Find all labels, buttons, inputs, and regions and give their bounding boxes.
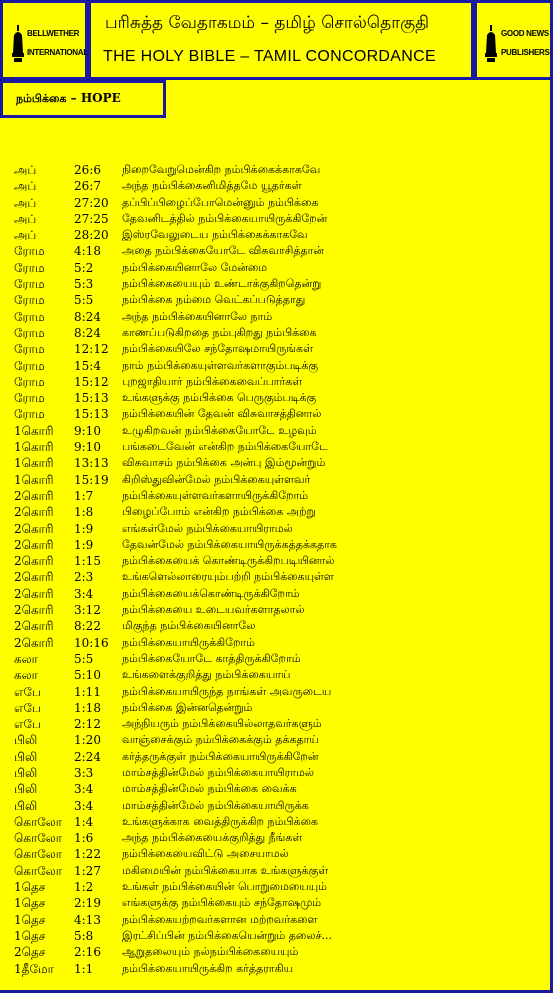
verse-excerpt: உங்களுக்கு நம்பிக்கை பெருகும்படிக்கு bbox=[122, 391, 317, 405]
verse-excerpt: அதை நம்பிக்கையோடே விசுவாசித்தான் bbox=[122, 244, 325, 258]
book-abbrev: 2கொரி bbox=[14, 488, 54, 503]
verse-excerpt: பங்கடைவேன் என்கிற நம்பிக்கையோடே bbox=[122, 440, 328, 454]
list-item bbox=[0, 618, 548, 634]
verse-excerpt: மிகுந்த நம்பிக்கையினாலே bbox=[122, 619, 256, 633]
verse-reference: 1:6 bbox=[74, 831, 94, 846]
book-abbrev: ரோம bbox=[14, 309, 45, 324]
verse-excerpt: உங்களுக்காக வைத்திருக்கிற நம்பிக்கை bbox=[122, 814, 318, 828]
book-abbrev: 1தெச bbox=[14, 912, 46, 927]
book-abbrev: 1தெச bbox=[14, 880, 46, 895]
list-item bbox=[0, 651, 548, 667]
book-abbrev: அப் bbox=[14, 228, 37, 243]
verse-reference: 28:20 bbox=[74, 228, 109, 243]
verse-reference: 3:4 bbox=[74, 798, 94, 813]
list-item bbox=[0, 928, 548, 944]
book-abbrev: 2கொரி bbox=[14, 554, 54, 569]
verse-excerpt: நம்பிக்கையைக் கொண்டிருக்கிறபடியினால் bbox=[122, 554, 335, 568]
verse-excerpt: கர்த்தருக்குள் நம்பிக்கையாயிருக்கிறேன் bbox=[122, 749, 319, 763]
book-abbrev: பிலி bbox=[14, 733, 38, 748]
book-abbrev: ரோம bbox=[14, 391, 45, 406]
list-item bbox=[0, 944, 548, 960]
list-item bbox=[0, 243, 548, 259]
list-item bbox=[0, 765, 548, 781]
verse-reference: 9:10 bbox=[74, 423, 101, 438]
list-item bbox=[0, 912, 548, 928]
verse-excerpt: புறஜாதியார் நம்பிக்கைவைப்பார்கள் bbox=[122, 374, 303, 388]
verse-reference: 1:4 bbox=[74, 814, 94, 829]
bell-icon bbox=[484, 25, 498, 65]
logo-text-line-2: PUBLISHERS bbox=[501, 48, 550, 57]
verse-reference: 1:8 bbox=[74, 505, 94, 520]
list-item bbox=[0, 586, 548, 602]
verse-excerpt: தேவன்மேல் நம்பிக்கையாயிருக்கத்தக்கதாக bbox=[122, 537, 337, 551]
book-abbrev: கொலோ bbox=[14, 814, 63, 829]
verse-reference: 15:12 bbox=[74, 374, 109, 389]
verse-reference: 1:27 bbox=[74, 863, 101, 878]
list-item bbox=[0, 406, 548, 422]
verse-excerpt: நம்பிக்கையையும் உண்டாக்குகிறதென்று bbox=[122, 277, 322, 291]
book-abbrev: அப் bbox=[14, 163, 37, 177]
list-item bbox=[0, 814, 548, 830]
verse-reference: 2:12 bbox=[74, 717, 101, 732]
book-abbrev: 2தெச bbox=[14, 945, 46, 960]
verse-reference: 4:13 bbox=[74, 912, 101, 927]
verse-reference: 3:4 bbox=[74, 782, 94, 797]
list-item bbox=[0, 781, 548, 797]
list-item bbox=[0, 309, 548, 325]
verse-reference: 1:11 bbox=[74, 684, 101, 699]
section-title bbox=[16, 91, 121, 107]
list-item bbox=[0, 700, 548, 716]
verse-reference: 9:10 bbox=[74, 440, 101, 455]
list-item bbox=[0, 227, 548, 243]
book-abbrev: கொலோ bbox=[14, 863, 63, 878]
verse-reference: 26:6 bbox=[74, 163, 101, 177]
verse-excerpt: பிழைப்போம் என்கிற நம்பிக்கை அற்று bbox=[122, 505, 316, 519]
book-abbrev: 2கொரி bbox=[14, 635, 54, 650]
verse-reference: 1:2 bbox=[74, 880, 94, 895]
book-abbrev: 1தீமோ bbox=[14, 961, 54, 976]
verse-excerpt: தேவனிடத்தில் நம்பிக்கையாயிருக்கிறேன் bbox=[122, 211, 328, 225]
verse-excerpt: நம்பிக்கையிலே சந்தோஷமாயிருங்கள் bbox=[122, 342, 314, 356]
book-abbrev: 2கொரி bbox=[14, 586, 54, 601]
list-item bbox=[0, 374, 548, 390]
verse-excerpt: வாஞ்சைக்கும் நம்பிக்கைக்கும் தக்கதாய் bbox=[122, 733, 319, 747]
verse-reference: 13:13 bbox=[74, 456, 109, 471]
verse-excerpt: நம்பிக்கை இன்னதென்றும் bbox=[122, 700, 253, 714]
list-item bbox=[0, 684, 548, 700]
book-abbrev: அப் bbox=[14, 211, 37, 226]
verse-excerpt: தப்பிப்பிழைப்போமென்னும் நம்பிக்கை bbox=[122, 195, 319, 209]
book-abbrev: ரோம bbox=[14, 374, 45, 389]
book-abbrev: ரோம bbox=[14, 293, 45, 308]
list-item bbox=[0, 341, 548, 357]
verse-excerpt: நம்பிக்கையைக்கொண்டிருக்கிறோம் bbox=[122, 586, 300, 600]
verse-reference: 2:3 bbox=[74, 570, 94, 585]
verse-reference: 15:19 bbox=[74, 472, 109, 487]
verse-excerpt: மாம்சத்தின்மேல் நம்பிக்கையாயிருக்க bbox=[122, 798, 309, 812]
book-abbrev: பிலி bbox=[14, 749, 38, 764]
publisher-logo-left bbox=[0, 0, 88, 80]
verse-reference: 1:1 bbox=[74, 961, 94, 976]
book-abbrev: 1கொரி bbox=[14, 472, 54, 487]
book-abbrev: 2கொரி bbox=[14, 570, 54, 585]
verse-reference: 15:4 bbox=[74, 358, 101, 373]
verse-excerpt: மகிமையின் நம்பிக்கையாக உங்களுக்குள் bbox=[122, 863, 329, 877]
verse-reference: 5:2 bbox=[74, 260, 94, 275]
verse-excerpt: இரட்சிப்பின் நம்பிக்கையென்றும் தலைச்... bbox=[122, 928, 333, 942]
verse-excerpt: இஸ்ரவேலுடைய நம்பிக்கைக்காகவே bbox=[122, 228, 308, 242]
book-abbrev: ரோம bbox=[14, 325, 45, 340]
book-abbrev: கலா bbox=[14, 668, 38, 683]
verse-excerpt: நம்பிக்கையாயிருக்கிற கர்த்தராகிய bbox=[122, 961, 294, 975]
verse-reference: 2:16 bbox=[74, 945, 101, 960]
list-item bbox=[0, 732, 548, 748]
book-abbrev: கலா bbox=[14, 651, 38, 666]
list-item bbox=[0, 798, 548, 814]
verse-excerpt: நம்பிக்கையற்றவர்களான மற்றவர்களை bbox=[122, 912, 318, 926]
list-item bbox=[0, 162, 548, 178]
book-abbrev: ரோம bbox=[14, 342, 45, 357]
verse-reference: 5:5 bbox=[74, 651, 94, 666]
book-abbrev: எபே bbox=[14, 684, 41, 699]
verse-excerpt: அந்நியரும் நம்பிக்கையில்லாதவர்களும் bbox=[122, 717, 322, 731]
list-item bbox=[0, 455, 548, 471]
verse-excerpt: எங்கள்மேல் நம்பிக்கையாயிராமல் bbox=[122, 521, 293, 535]
list-item bbox=[0, 961, 548, 977]
logo-text-line-2: INTERNATIONAL bbox=[27, 48, 88, 57]
verse-excerpt: காணப்படுகிறதை நம்புகிறது நம்பிக்கை bbox=[122, 325, 317, 339]
section-title-tamil: நம்பிக்கை bbox=[16, 92, 67, 105]
verse-reference: 8:24 bbox=[74, 309, 101, 324]
verse-reference: 5:8 bbox=[74, 928, 94, 943]
english-title: THE HOLY BIBLE – TAMIL CONCORDANCE bbox=[103, 48, 436, 65]
list-item bbox=[0, 178, 548, 194]
list-item bbox=[0, 846, 548, 862]
book-abbrev: 2கொரி bbox=[14, 603, 54, 618]
list-item bbox=[0, 260, 548, 276]
list-item bbox=[0, 488, 548, 504]
verse-reference: 1:7 bbox=[74, 488, 94, 503]
section-separator: – bbox=[70, 91, 77, 105]
verse-excerpt: நம்பிக்கையாயிருக்கிறோம் bbox=[122, 635, 256, 649]
verse-reference: 8:24 bbox=[74, 325, 101, 340]
book-abbrev: பிலி bbox=[14, 782, 38, 797]
book-abbrev: பிலி bbox=[14, 765, 38, 780]
verse-excerpt: நிறைவேறுமென்கிற நம்பிக்கைக்காகவே bbox=[122, 163, 321, 176]
book-abbrev: கொலோ bbox=[14, 847, 63, 862]
verse-excerpt: நம்பிக்கையோடே காத்திருக்கிறோம் bbox=[122, 651, 301, 665]
verse-reference: 26:7 bbox=[74, 179, 101, 194]
verse-excerpt: உழுகிறவன் நம்பிக்கையோடே உழவும் bbox=[122, 423, 317, 437]
verse-reference: 15:13 bbox=[74, 391, 109, 406]
verse-reference: 1:15 bbox=[74, 554, 101, 569]
book-abbrev: அப் bbox=[14, 179, 37, 194]
book-abbrev: 1கொரி bbox=[14, 423, 54, 438]
list-item bbox=[0, 439, 548, 455]
list-item bbox=[0, 879, 548, 895]
verse-excerpt: அந்த நம்பிக்கையினாலே நாம் bbox=[122, 309, 273, 323]
list-item bbox=[0, 635, 548, 651]
section-title-english: HOPE bbox=[80, 91, 121, 105]
verse-excerpt: விசுவாசம் நம்பிக்கை அன்பு இம்மூன்றும் bbox=[122, 456, 326, 470]
logo-text-line-1: BELLWETHER bbox=[27, 29, 80, 38]
list-item bbox=[0, 390, 548, 406]
verse-reference: 27:25 bbox=[74, 211, 109, 226]
verse-reference: 4:18 bbox=[74, 244, 101, 259]
list-item bbox=[0, 830, 548, 846]
list-item bbox=[0, 521, 548, 537]
publisher-logo-right bbox=[474, 0, 553, 80]
verse-excerpt: நம்பிக்கையாயிருந்த நாங்கள் அவருடைய bbox=[122, 684, 332, 698]
book-abbrev: ரோம bbox=[14, 277, 45, 292]
verse-excerpt: ஆறுதலையும் நல்நம்பிக்கையையும் bbox=[122, 945, 299, 959]
verse-reference: 10:16 bbox=[74, 635, 109, 650]
verse-reference: 1:18 bbox=[74, 700, 101, 715]
list-item bbox=[0, 358, 548, 374]
bell-icon bbox=[11, 25, 25, 65]
book-abbrev: ரோம bbox=[14, 407, 45, 422]
book-abbrev: பிலி bbox=[14, 798, 38, 813]
book-abbrev: ரோம bbox=[14, 358, 45, 373]
list-item bbox=[0, 553, 548, 569]
verse-reference: 12:12 bbox=[74, 342, 109, 357]
verse-excerpt: நம்பிக்கையின் தேவன் விசுவாசத்தினால் bbox=[122, 407, 322, 421]
section-heading bbox=[0, 80, 166, 118]
verse-reference: 5:3 bbox=[74, 277, 94, 292]
book-abbrev: 2கொரி bbox=[14, 619, 54, 634]
book-abbrev: ரோம bbox=[14, 260, 45, 275]
verse-excerpt: உங்களைக்குறித்து நம்பிக்கையாய் bbox=[122, 668, 291, 682]
tamil-title: பரிசுத்த வேதாகமம் – தமிழ் சொல்தொகுதி bbox=[105, 13, 430, 33]
verse-excerpt: அந்த நம்பிக்கையைக்குறித்து நீங்கள் bbox=[122, 831, 303, 845]
verse-excerpt: நம்பிக்கையை உடையவர்களாதலால் bbox=[122, 603, 305, 617]
list-item bbox=[0, 504, 548, 520]
book-abbrev: 1தெச bbox=[14, 896, 46, 911]
book-abbrev: அப் bbox=[14, 195, 37, 210]
logo-text-line-1: GOOD NEWS bbox=[501, 29, 549, 38]
verse-reference: 3:4 bbox=[74, 586, 94, 601]
list-item bbox=[0, 667, 548, 683]
list-item bbox=[0, 195, 548, 211]
verse-reference: 5:5 bbox=[74, 293, 94, 308]
verse-excerpt: உங்கள் நம்பிக்கையின் பொறுமையையும் bbox=[122, 880, 328, 894]
verse-reference: 2:19 bbox=[74, 896, 101, 911]
verse-excerpt: எங்களுக்கு நம்பிக்கையும் சந்தோஷமும் bbox=[122, 896, 322, 910]
list-item bbox=[0, 325, 548, 341]
concordance-list bbox=[0, 162, 548, 977]
list-item bbox=[0, 749, 548, 765]
verse-reference: 2:24 bbox=[74, 749, 101, 764]
verse-reference: 3:12 bbox=[74, 603, 101, 618]
verse-excerpt: நம்பிக்கையைவிட்டு அசையாமல் bbox=[122, 847, 289, 861]
verse-reference: 1:9 bbox=[74, 537, 94, 552]
verse-reference: 27:20 bbox=[74, 195, 109, 210]
book-abbrev: 1கொரி bbox=[14, 440, 54, 455]
list-item bbox=[0, 423, 548, 439]
verse-excerpt: உங்களெல்லாரையும்பற்றி நம்பிக்கையுள்ள bbox=[122, 570, 334, 584]
list-item bbox=[0, 569, 548, 585]
verse-reference: 5:10 bbox=[74, 668, 101, 683]
verse-reference: 8:22 bbox=[74, 619, 101, 634]
book-abbrev: 2கொரி bbox=[14, 537, 54, 552]
list-item bbox=[0, 602, 548, 618]
verse-excerpt: நம்பிக்கையினாலே மேன்மை bbox=[122, 260, 268, 274]
book-abbrev: எபே bbox=[14, 700, 41, 715]
verse-excerpt: நம்பிக்கை நம்மை வெட்கப்படுத்தாது bbox=[122, 293, 306, 307]
verse-excerpt: கிறிஸ்துவின்மேல் நம்பிக்கையுள்ளவர் bbox=[122, 472, 311, 486]
list-item bbox=[0, 292, 548, 308]
book-abbrev: 1தெச bbox=[14, 928, 46, 943]
list-item bbox=[0, 863, 548, 879]
verse-reference: 15:13 bbox=[74, 407, 109, 422]
verse-excerpt: அந்த நம்பிக்கைனிமித்தமே யூதர்கள் bbox=[122, 179, 302, 193]
verse-excerpt: மாம்சத்தின்மேல் நம்பிக்கையாயிராமல் bbox=[122, 765, 314, 779]
list-item bbox=[0, 211, 548, 227]
book-abbrev: 2கொரி bbox=[14, 521, 54, 536]
book-abbrev: 1கொரி bbox=[14, 456, 54, 471]
book-abbrev: கொலோ bbox=[14, 831, 63, 846]
verse-excerpt: நாம் நம்பிக்கையுள்ளவர்களாகும்படிக்கு bbox=[122, 358, 319, 372]
list-item bbox=[0, 472, 548, 488]
list-item bbox=[0, 716, 548, 732]
title-box bbox=[88, 0, 474, 80]
list-item bbox=[0, 276, 548, 292]
book-abbrev: 2கொரி bbox=[14, 505, 54, 520]
verse-reference: 1:9 bbox=[74, 521, 94, 536]
header bbox=[0, 0, 553, 80]
book-abbrev: எபே bbox=[14, 717, 41, 732]
verse-reference: 1:20 bbox=[74, 733, 101, 748]
verse-reference: 3:3 bbox=[74, 765, 94, 780]
verse-reference: 1:22 bbox=[74, 847, 101, 862]
book-abbrev: ரோம bbox=[14, 244, 45, 259]
verse-excerpt: நம்பிக்கையுள்ளவர்களாயிருக்கிறோம் bbox=[122, 488, 309, 502]
verse-excerpt: மாம்சத்தின்மேல் நம்பிக்கை வைக்க bbox=[122, 782, 297, 796]
list-item bbox=[0, 895, 548, 911]
list-item bbox=[0, 537, 548, 553]
